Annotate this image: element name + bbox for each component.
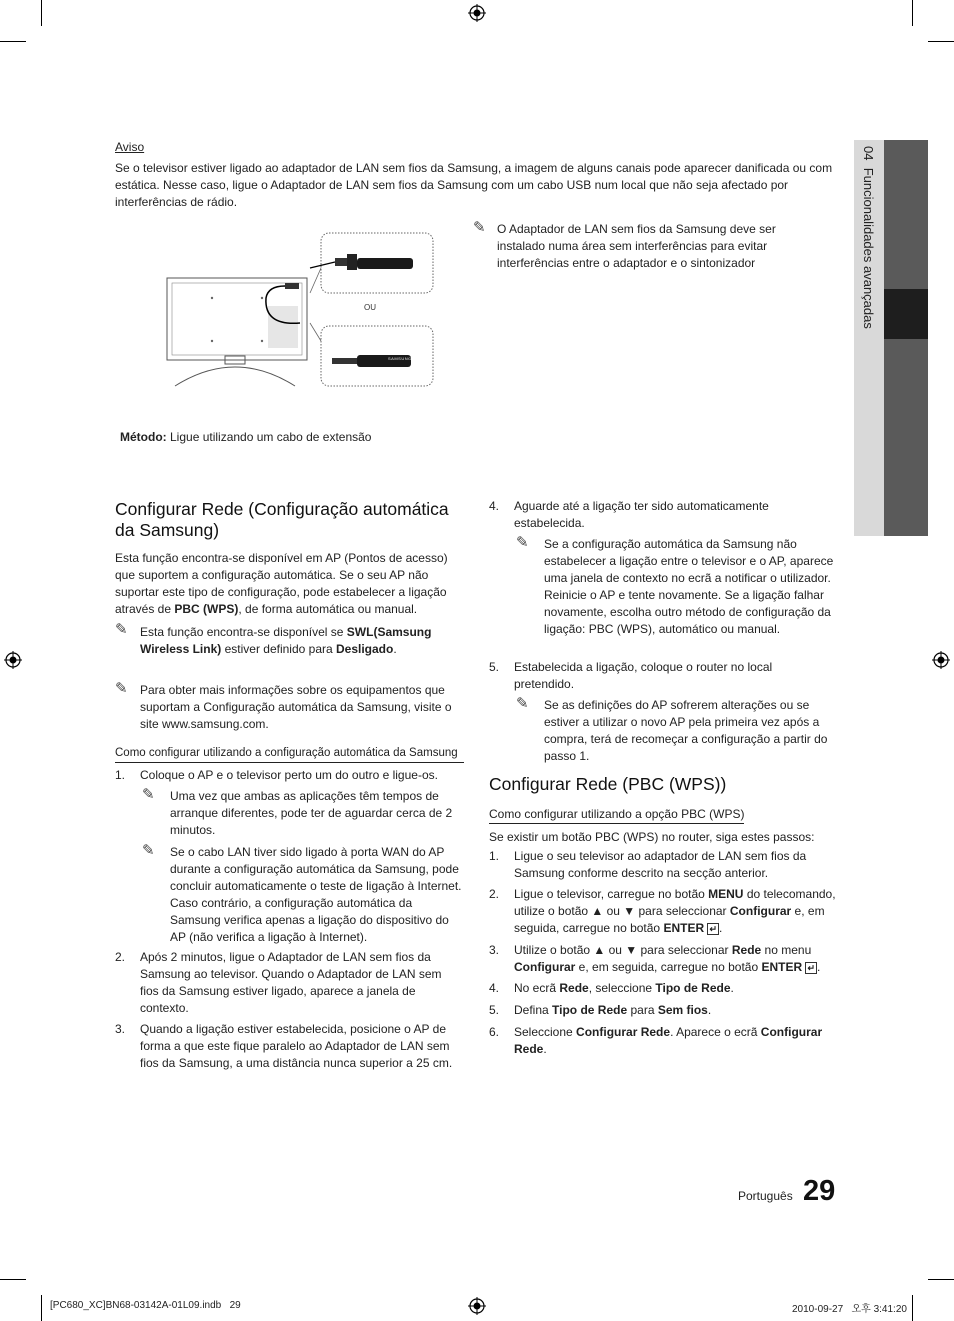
section-pbc-intro: Se existir um botão PBC (WPS) no router, siga estes passos: <box>489 830 815 844</box>
figure-caption: Método: Ligue utilizando um cabo de extensão <box>120 430 372 444</box>
registration-mark-icon <box>4 651 22 669</box>
step-text: Aguarde até a ligação ter sido automaticamente estabelecida. <box>514 499 769 530</box>
crop-mark <box>0 1279 26 1280</box>
step-number: 2. <box>489 887 500 901</box>
adapter-brand-label: SAMSUNG <box>388 356 412 361</box>
note-pencil-icon: ✎ <box>516 534 529 551</box>
enter-icon: ↵ <box>807 963 816 973</box>
figure-or-label: OU <box>364 303 376 312</box>
step-number: 2. <box>115 950 126 964</box>
crop-mark <box>41 1295 42 1321</box>
footer-language: Português <box>738 1189 793 1203</box>
enter-icon: ↵ <box>709 924 718 934</box>
step-number: 5. <box>489 1003 500 1017</box>
section-auto-note1: Esta função encontra-se disponível se SWL(Samsung Wireless Link) estiver definido para Desligado. <box>140 625 432 656</box>
section-auto-subheading: Como configurar utilizando a configuração automática da Samsung <box>115 746 464 763</box>
step-text: Ligue o seu televisor ao adaptador de LAN sem fios da Samsung conforme descrito na secção anterior. <box>514 849 807 880</box>
chapter-tab-active <box>884 289 928 339</box>
crop-mark <box>41 0 42 26</box>
step-note: Se as definições do AP sofrerem alterações ou se estiver a utilizar o novo AP pela primeira vez após a compra, terá de recomeçar a configuração a partir do passo 1. <box>544 698 828 763</box>
step-text: Quando a ligação estiver estabelecida, posicione o AP de forma a que este fique paralelo ao Adaptador de LAN sem fios da Samsung, a uma distância nunca superior a 25 cm. <box>140 1022 453 1070</box>
note-pencil-icon: ✎ <box>115 680 128 697</box>
note-pencil-icon: ✎ <box>516 695 529 712</box>
aviso-title: Aviso <box>115 140 145 154</box>
chapter-tab-label[interactable]: 04 Funcionalidades avançadas <box>861 146 876 329</box>
step-number: 1. <box>489 849 500 863</box>
file-info: [PC680_XC]BN68-03142A-01L09.indb 29 <box>50 1300 241 1311</box>
section-pbc-title: Configurar Rede (PBC (WPS)) <box>489 774 727 794</box>
step-number: 4. <box>489 981 500 995</box>
aviso-text: Se o televisor estiver ligado ao adaptador de LAN sem fios da Samsung, a imagem de alguns canais pode aparecer danificada ou com estática. Nesse caso, ligue o Adaptador de LAN sem fios da Samsung com um cabo USB num local que não seja afectado por interferências de rádio. <box>115 161 833 209</box>
step-number: 4. <box>489 499 500 513</box>
step-note: Uma vez que ambas as aplicações têm tempos de arranque diferentes, pode ter de aguardar cerca de 2 minutos. <box>170 789 453 837</box>
crop-mark <box>912 0 913 26</box>
note-adapter-text: O Adaptador de LAN sem fios da Samsung deve ser instalado numa área sem interferências para evitar interferências entre o adaptador e o sintonizador <box>497 222 776 270</box>
step-text: Ligue o televisor, carregue no botão MENU do telecomando, utilize o botão ▲ ou ▼ para seleccionar Configurar e, em seguida, carregue no botão ENTER ↵ . <box>514 887 836 935</box>
registration-mark-icon <box>468 4 486 22</box>
step-text: Estabelecida a ligação, coloque o router no local pretendido. <box>514 660 773 691</box>
crop-mark <box>0 41 26 42</box>
registration-mark-icon <box>932 651 950 669</box>
crop-mark <box>928 41 954 42</box>
step-number: 1. <box>115 768 126 782</box>
note-pencil-icon: ✎ <box>142 842 155 859</box>
step-number: 6. <box>489 1025 500 1039</box>
step-note: Se a configuração automática da Samsung não estabelecer a ligação entre o televisor e o AP, aparece uma janela de contexto no ecrã a notificar o utilizador. Reinicie o AP e tente novamente. Se a ligação falhar novamente, escolha outro método de configuração da ligação: PBC (WPS), automático ou manual. <box>544 537 834 636</box>
step-text: Defina Tipo de Rede para Sem fios. <box>514 1003 712 1017</box>
note-pencil-icon: ✎ <box>142 786 155 803</box>
print-timestamp: 2010-09-27 오후 3:41:20 <box>792 1304 907 1315</box>
note-pencil-icon: ✎ <box>115 621 128 638</box>
step-number: 5. <box>489 660 500 674</box>
crop-mark <box>928 1279 954 1280</box>
step-text: Coloque o AP e o televisor perto um do outro e ligue-os. <box>140 768 438 782</box>
step-text: Seleccione Configurar Rede. Aparece o ecrã Configurar Rede. <box>514 1025 823 1056</box>
section-pbc-subheading: Como configurar utilizando a opção PBC (WPS) <box>489 807 744 824</box>
step-number: 3. <box>115 1022 126 1036</box>
page-number: 29 <box>803 1175 836 1207</box>
section-auto-intro: Esta função encontra-se disponível em AP (Pontos de acesso) que suportem a configuração automática. Se o seu AP não suportar este tipo de configuração, pode estabelecer a ligação através de PBC (WPS), de forma automática ou manual. <box>115 551 448 616</box>
step-note: Se o cabo LAN tiver sido ligado à porta WAN do AP durante a configuração automática da Samsung, pode concluir automaticamente o teste de ligação à Internet. Caso contrário, a configuração automática da Samsung verifica apenas a ligação do dispositivo do AP (não verifica a ligação à Internet). <box>170 845 462 944</box>
crop-mark <box>912 1295 913 1321</box>
section-auto-title: Configurar Rede (Configuração automática da Samsung) <box>115 499 449 540</box>
tv-adapter-illustration <box>160 228 440 393</box>
registration-mark-icon <box>468 1297 486 1315</box>
step-text: Utilize o botão ▲ ou ▼ para seleccionar Rede no menu Configurar e, em seguida, carregue no botão ENTER ↵ . <box>514 943 821 974</box>
note-pencil-icon: ✎ <box>473 219 486 236</box>
section-auto-note2: Para obter mais informações sobre os equipamentos que suportam a Configuração automática da Samsung, visite o site www.samsung.com. <box>140 683 452 731</box>
step-number: 3. <box>489 943 500 957</box>
step-text: Após 2 minutos, ligue o Adaptador de LAN sem fios da Samsung ao televisor. Quando o Adaptador de LAN sem fios da Samsung estiver ligado, aparece a janela de contexto. <box>140 950 442 1015</box>
step-text: No ecrã Rede, seleccione Tipo de Rede. <box>514 981 734 995</box>
